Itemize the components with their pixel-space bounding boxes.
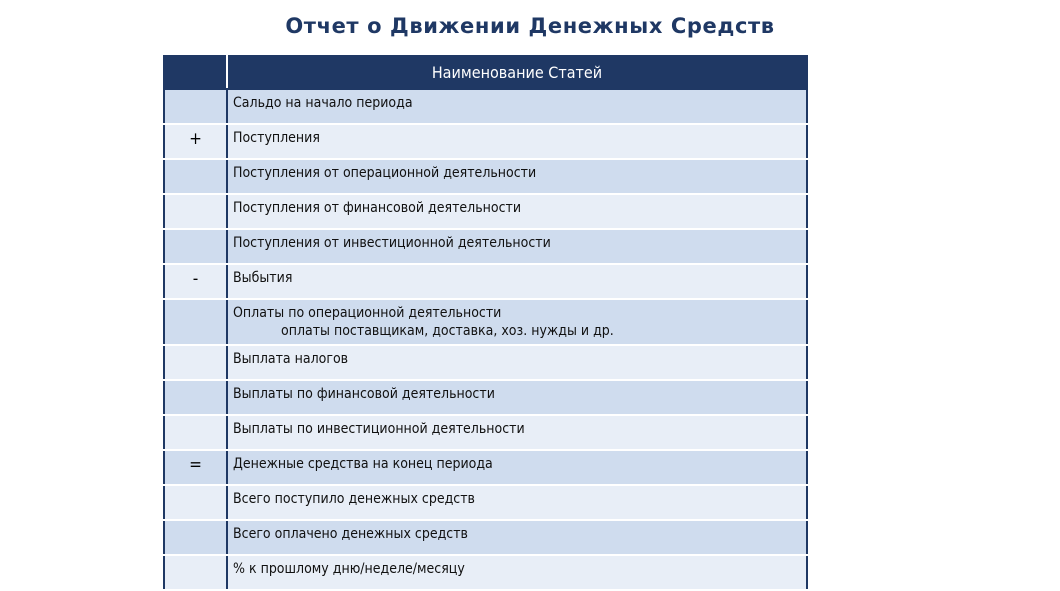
row-name (227, 450, 807, 485)
table-row (164, 415, 807, 450)
row-name (227, 89, 807, 124)
row-sign (164, 159, 227, 194)
page-title: Отчет о Движении Денежных Средств (285, 14, 775, 38)
row-sign (164, 520, 227, 555)
cash-flow-table-wrapper (163, 55, 806, 577)
row-name (227, 194, 807, 229)
table-row (164, 194, 807, 229)
row-label: % к прошлому дню/неделе/месяцу (233, 561, 465, 577)
table-row (164, 520, 807, 555)
row-label: Поступления от инвестиционной деятельности (233, 235, 551, 251)
table-body (164, 89, 807, 590)
row-name (227, 345, 807, 380)
row-label: Поступления (233, 130, 320, 146)
row-label: Выбытия (233, 270, 293, 286)
row-label: Выплаты по финансовой деятельности (233, 386, 495, 402)
row-label: Поступления от операционной деятельности (233, 165, 537, 181)
row-sign (164, 194, 227, 229)
row-name (227, 380, 807, 415)
row-name (227, 124, 807, 159)
table-row (164, 124, 807, 159)
row-label: Выплаты по инвестиционной деятельности (233, 421, 525, 437)
row-label: Оплаты по операционной деятельности (233, 305, 502, 321)
row-name (227, 299, 807, 345)
row-sign: = (164, 450, 227, 485)
table-header-row (164, 56, 807, 89)
row-sign (164, 485, 227, 520)
row-name (227, 159, 807, 194)
sign-column-header (164, 56, 227, 89)
row-sign (164, 555, 227, 590)
table-row (164, 299, 807, 345)
table-row (164, 159, 807, 194)
row-label: Поступления от финансовой деятельности (233, 200, 522, 216)
row-name (227, 415, 807, 450)
table-row (164, 450, 807, 485)
row-label: Сальдо на начало периода (233, 95, 413, 111)
table-row (164, 555, 807, 590)
row-name (227, 555, 807, 590)
row-sublabel: оплаты поставщикам, доставка, хоз. нужды и др. (281, 323, 614, 339)
row-sign (164, 89, 227, 124)
row-sign: - (164, 264, 227, 299)
row-sign: + (164, 124, 227, 159)
name-column-header: Наименование Статей (227, 56, 807, 89)
row-sign (164, 415, 227, 450)
row-label: Всего поступило денежных средств (233, 491, 475, 507)
table-row (164, 229, 807, 264)
row-label: Всего оплачено денежных средств (233, 526, 468, 542)
row-sign (164, 380, 227, 415)
row-sign (164, 345, 227, 380)
row-name (227, 485, 807, 520)
row-label: Денежные средства на конец периода (233, 456, 493, 472)
row-label: Выплата налогов (233, 351, 349, 367)
row-name (227, 520, 807, 555)
row-name (227, 264, 807, 299)
row-name (227, 229, 807, 264)
row-sign (164, 229, 227, 264)
table-row (164, 89, 807, 124)
table-row (164, 485, 807, 520)
table-row (164, 380, 807, 415)
table-row (164, 345, 807, 380)
row-sign (164, 299, 227, 345)
table-row (164, 264, 807, 299)
cash-flow-table (163, 55, 808, 591)
